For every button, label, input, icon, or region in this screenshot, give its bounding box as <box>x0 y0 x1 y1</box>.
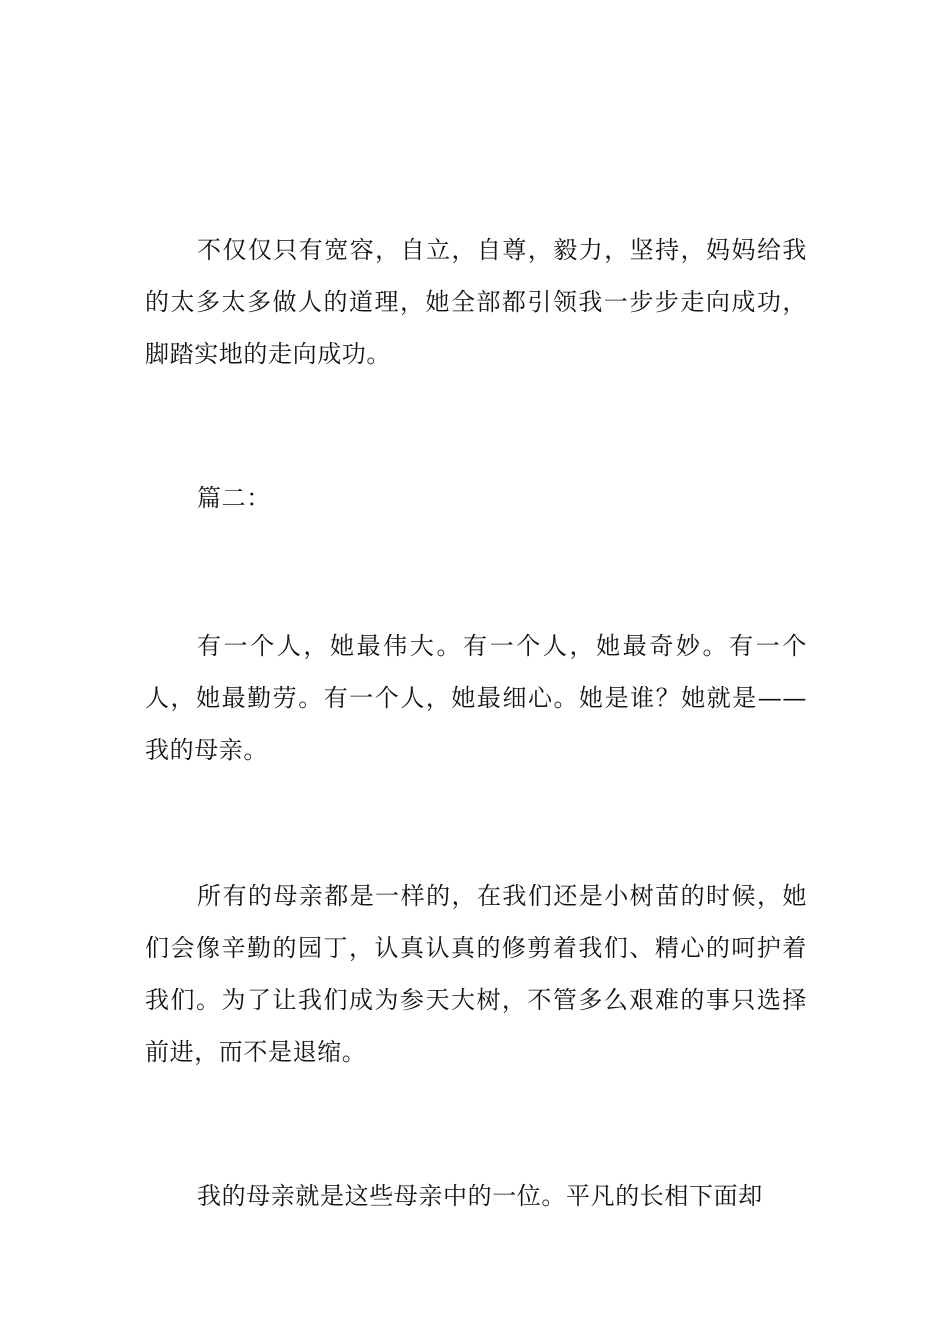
section-heading-part-two: 篇二： <box>197 484 271 512</box>
paragraph-virtues: 不仅仅只有宽容，自立，自尊，毅力，坚持，妈妈给我的太多太多做人的道理，她全部都引领我一步步走向成功，脚踏实地的走向成功。 <box>145 236 807 368</box>
paragraph-all-mothers: 所有的母亲都是一样的，在我们还是小树苗的时候，她们会像辛勤的园丁，认真认真的修剪着我们、精心的呵护着我们。为了让我们成为参天大树，不管多么艰难的事只选择前进，而不是退缩。 <box>145 882 807 1066</box>
paragraph-my-mother: 我的母亲就是这些母亲中的一位。平凡的长相下面却 <box>197 1182 763 1210</box>
paragraph-intro-mother: 有一个人，她最伟大。有一个人，她最奇妙。有一个人，她最勤劳。有一个人，她最细心。她是谁？她就是——我的母亲。 <box>145 632 807 764</box>
